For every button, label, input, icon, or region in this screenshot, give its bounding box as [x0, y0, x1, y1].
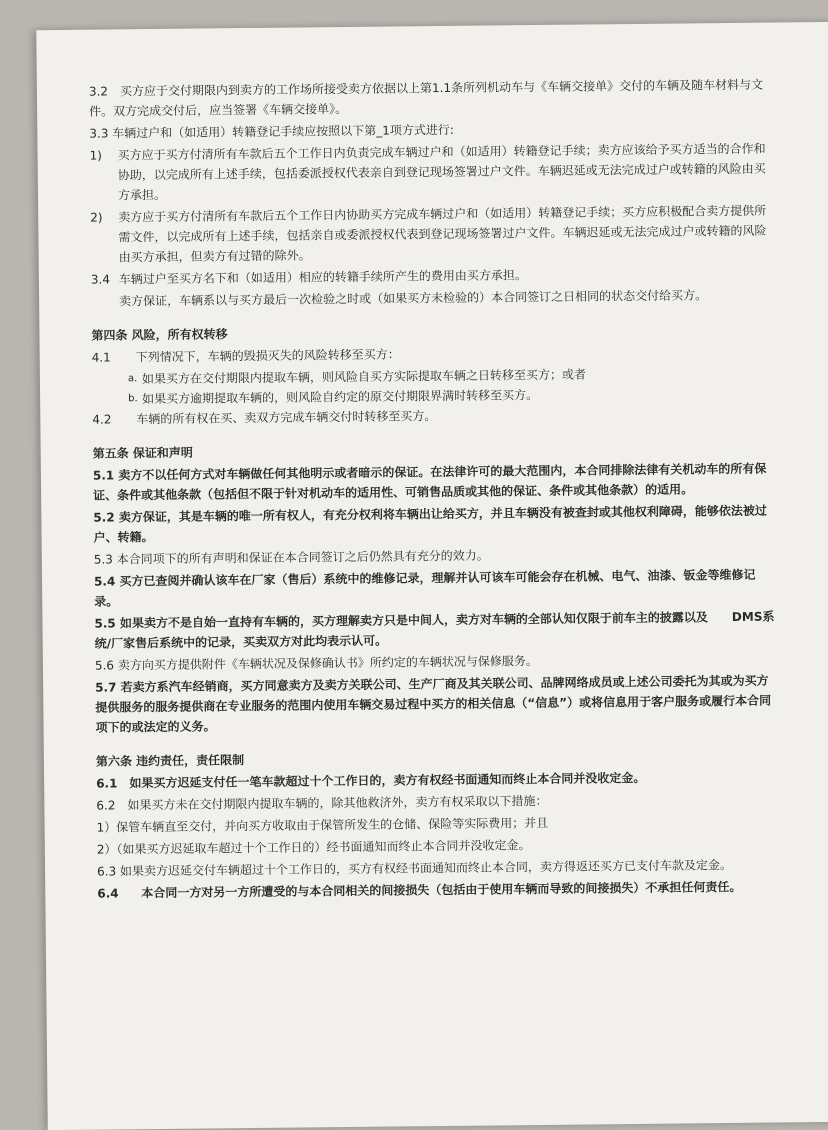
item-number: 6.4: [97, 886, 119, 901]
clause-3-3-item-2: [90, 200, 776, 267]
clause-3-4-guarantee: 卖方保证，车辆系以与买方最后一次检验之时或（如果买方未检验的）本合同签订之日相同的状态交付给买方。: [119, 288, 708, 309]
article-4-heading: 第四条 风险，所有权转移: [91, 327, 228, 343]
clause-6-1: 6.1 如果买方迟延支付任一笔车款超过十个工作日的，卖方有权经书面通知而终止本合同并没收定金。: [96, 770, 646, 791]
item-text: 本合同一方对另一方所遭受的与本合同相关的间接损失（包括由于使用车辆而导致的间接损失）不承担任何责任。: [141, 879, 742, 901]
article-5-heading: 第五条 保证和声明: [92, 445, 193, 461]
item-text: 买方应于买方付清所有车款后五个工作日内负责完成车辆过户和（如适用）转籍登记手续；卖方应该给予买方适当的合作和协助，以完成所有上述手续，包括委派授权代表亲自到登记现场签署过户文件。车辆迟延或无法完成过户或转籍的风险由买方承担。: [117, 141, 766, 203]
item-text: 卖方应于买方付清所有车款后五个工作日内协助买方完成车辆过户和（如适用）转籍登记手续；买方应积极配合卖方提供所需文件，以完成所有上述手续，包括亲自或委派授权代表到登记现场签署过户文件。车辆迟延或无法完成过户或转籍的风险由买方承担，但卖方有过错的除外。: [118, 203, 767, 265]
document-content: [89, 74, 783, 905]
sub-marker: a.: [127, 373, 138, 385]
item-number: 3.4: [90, 272, 111, 287]
clause-3-3: 3.3 车辆过户和（如适用）转籍登记手续应按照以下第_1项方式进行:: [89, 122, 454, 141]
clause-5-5: 5.5 如果卖方不是自始一直持有车辆的，买方理解卖方只是中间人，卖方对车辆的全部认知仅限于前车主的披露以及 DMS系统/厂家售后系统中的记录，买卖双方对此均表示认可。: [94, 609, 775, 651]
item-number: 1): [89, 148, 102, 163]
article-6-heading: 第六条 违约责任，责任限制: [95, 753, 245, 769]
clause-5-3: 5.3 本合同项下的所有声明和保证在本合同签订之后仍然具有充分的效力。: [93, 548, 489, 567]
clause-6-2-item-1: 1）保管车辆直至交付，并向买方收取由于保管所发生的仓储、保险等实际费用；并且: [96, 815, 549, 835]
clause-3-2: 3.2 买方应于交付期限内到卖方的工作场所接受卖方依据以上第1.1条所列机动车与《车辆交接单》交付的车辆及随车材料与文件。双方完成交付后，应当签署《车辆交接单》。: [88, 77, 764, 119]
clause-3-3-item-1: [89, 138, 775, 205]
clause-5-2: 5.2 卖方保证，其是车辆的唯一所有权人，有充分权利将车辆出让给买方，并且车辆没有被查封或其他权利障碍，能够依法被过户、转籍。: [93, 503, 767, 545]
item-number: 4.2: [92, 412, 112, 427]
item-text: 车辆过户至买方名下和（如适用）相应的转籍手续所产生的费用由买方承担。: [118, 268, 527, 287]
clause-6-2-item-2: 2）（如果买方迟延取车超过十个工作日的）经书面通知而终止本合同并没收定金。: [96, 838, 531, 857]
clause-5-6: 5.6 卖方向买方提供附件《车辆状况及保修确认书》所约定的车辆状况与保修服务。: [94, 654, 538, 673]
clause-5-1: 5.1 卖方不以任何方式对车辆做任何其他明示或者暗示的保证。在法律许可的最大范围内，本合同排除法律有关机动车的所有保证、条件或其他条款（包括但不限于针对机动车的适用性、可销售品质或其他的保证、条件或其他条款）的适用。: [92, 461, 767, 503]
clause-5-7: 5.7 若卖方系汽车经销商，买方同意卖方及卖方关联公司、生产厂商及其关联公司、品牌网络成员或上述公司委托为其或为买方提供服务的服务提供商在专业服务的范围内使用车辆交易过程中买方的相关信息（“信息”）或将信息用于客户服务或履行本合同项下的或法定的义务。: [95, 673, 772, 735]
document-page: [36, 22, 828, 1130]
sub-text: 如果买方逾期提取车辆的，则风险自约定的原交付期限界满时转移至买方。: [142, 387, 539, 407]
sub-marker: b.: [128, 393, 138, 405]
item-number: 4.1: [91, 350, 111, 365]
item-text: 下列情况下，车辆的毁损灭失的风险转移至买方：: [135, 347, 400, 365]
clause-6-3: 6.3 如果卖方迟延交付车辆超过十个工作日的，买方有权经书面通知而终止本合同，卖方得返还买方已支付车款及定金。: [97, 857, 733, 879]
clause-5-4: 5.4 买方已查阅并确认该车在厂家（售后）系统中的维修记录，理解并认可该车可能会存在机械、电气、油漆、钣金等维修记录。: [93, 567, 756, 609]
sub-text: 如果买方在交付期限内提取车辆，则风险自买方实际提取车辆之日转移至买方；或者: [141, 367, 586, 387]
item-number: 2): [90, 210, 103, 225]
item-text: 车辆的所有权在买、卖双方完成车辆交付时转移至买方。: [136, 409, 437, 427]
clause-6-2: 6.2 如果买方未在交付期限内提取车辆的，除其他救济外，卖方有权采取以下措施：: [96, 793, 548, 813]
